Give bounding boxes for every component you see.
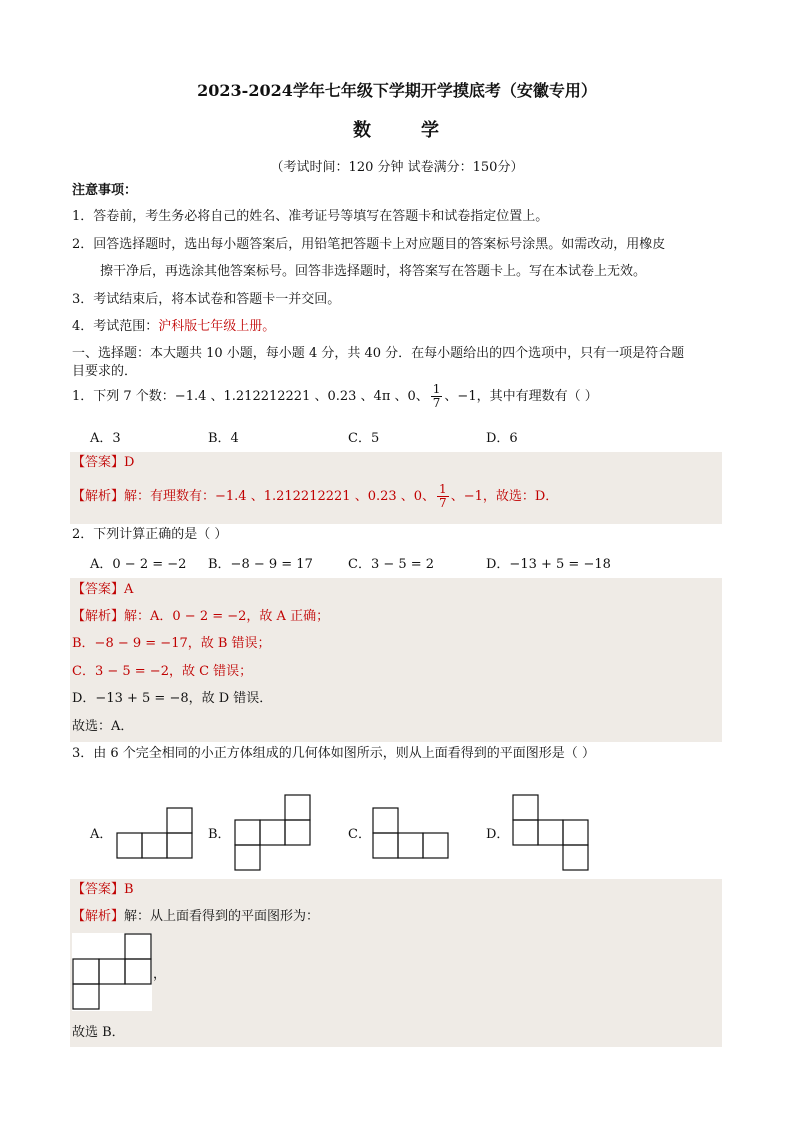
q2-option-c: C．3 − 5 = 2	[348, 557, 435, 572]
q2-answer-block	[70, 578, 722, 742]
q1-analysis-fraction: $\frac{1}{7}$	[439, 482, 447, 510]
exam-title: 2023-2024学年七年级下学期开学摸底考（安徽专用）	[197, 81, 597, 100]
q2-analysis-line-5: 故选：A．	[72, 719, 134, 734]
q2-analysis-line-4: D．−13 + 5 = −8，故 D 错误．	[72, 691, 273, 706]
q2-option-b: B．−8 − 9 = 17	[208, 557, 313, 572]
section-intro-line-1: 一、选择题：本大题共 10 小题，每小题 4 分，共 40 分．在每小题给出的四个选项中，只有一项是符合题	[72, 346, 685, 361]
q2-analysis-line-2: B．−8 − 9 = −17，故 B 错误；	[72, 636, 271, 651]
q3-option-a-label: A．	[90, 827, 113, 842]
q3-answer-block	[70, 879, 722, 1047]
q1-analysis: 【解析】解：有理数有：−1.4 、1.212212221 、0.23 、0、 $\frac{1}{7}$ 、−1，故选：D．	[72, 482, 559, 510]
q3-figure-comma: ，	[153, 967, 167, 982]
note-item-2-cont: 擦干净后，再选涂其他答案标号。回答非选择题时，将答案写在答题卡上。写在本试卷上无效。	[100, 264, 647, 279]
subject-char-2: 学	[421, 120, 441, 141]
q3-analysis: 【解析】解：从上面看得到的平面图形为：	[72, 909, 320, 924]
q3-answer-figure	[71, 932, 155, 1012]
q2-option-a: A．0 − 2 = −2	[90, 557, 187, 572]
q3-option-d-label: D．	[486, 827, 510, 842]
q3-option-d-figure	[510, 793, 592, 871]
q3-conclusion: 故选 B．	[72, 1025, 125, 1040]
note-item-4	[72, 318, 275, 336]
q1-option-c: C．5	[348, 431, 380, 446]
q1-fraction: $\frac{1}{7}$	[432, 382, 441, 410]
q1-option-b: B．4	[208, 431, 239, 446]
q2-option-d: D．−13 + 5 = −18	[486, 557, 611, 572]
notes-heading: 注意事项：	[72, 183, 138, 198]
section-intro-line-2: 目要求的．	[72, 364, 138, 379]
q2-answer: 【答案】A	[72, 582, 134, 597]
note-item-1: 1．答卷前，考生务必将自己的姓名、准考证号等填写在答题卡和试卷指定位置上。	[72, 209, 549, 224]
q3-option-c-figure	[371, 805, 451, 860]
scope-value: 沪科版七年级上册。	[158, 319, 276, 334]
q2-stem: 2．下列计算正确的是（ ）	[72, 527, 228, 542]
q3-answer: 【答案】B	[72, 882, 134, 897]
q2-analysis-line-1: 【解析】解：A．0 − 2 = −2，故 A 正确；	[72, 609, 330, 624]
subject-char-1: 数	[353, 120, 373, 141]
q1-option-a: A．3	[90, 431, 121, 446]
q3-stem: 3．由 6 个完全相同的小正方体组成的几何体如图所示，则从上面看得到的平面图形是（ ）	[72, 746, 595, 761]
q3-option-b-label: B．	[208, 827, 231, 842]
q2-analysis-line-3: C．3 − 5 = −2，故 C 错误；	[72, 664, 253, 679]
q1-option-d: D．6	[486, 431, 518, 446]
exam-meta: （考试时间：120 分钟 试卷满分：150分）	[270, 160, 524, 175]
q3-option-a-figure	[115, 805, 195, 860]
q3-option-c-label: C．	[348, 827, 371, 842]
note-item-3: 3．考试结束后，将本试卷和答题卡一并交回。	[72, 292, 341, 307]
q1-stem: 1．下列 7 个数：−1.4 、1.212212221 、0.23 、4π 、0、 $\frac{1}{7}$ 、−1，其中有理数有（ ）	[72, 382, 598, 410]
subject-title	[0, 116, 794, 142]
q1-answer: 【答案】D	[72, 455, 135, 470]
scope-label: 4．考试范围：	[72, 319, 159, 334]
q3-option-b-figure	[232, 793, 314, 871]
note-item-2: 2．回答选择题时，选出每小题答案后，用铅笔把答题卡上对应题目的答案标号涂黑。如需改动，用橡皮	[72, 237, 666, 252]
